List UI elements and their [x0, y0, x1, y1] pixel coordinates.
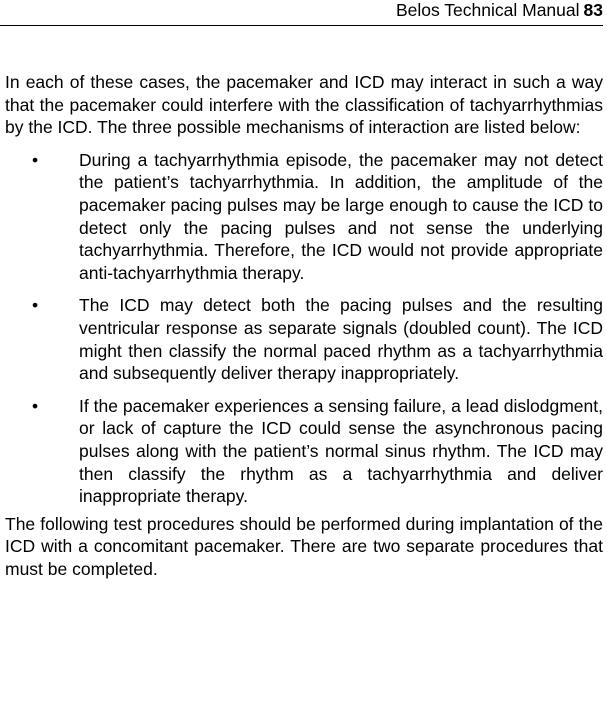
- list-item-text: The ICD may detect both the pacing pulses and the resulting ventricular response as separate signals (doubled count). The ICD might then classify the normal paced rhythm as a tachyarrhythmia and subsequently deliver therapy inappropriately.: [79, 295, 603, 384]
- closing-paragraph: The following test procedures should be performed during implantation of the ICD with a concomitant pacemaker. There are two separate procedures that must be completed.: [5, 513, 603, 579]
- interaction-mechanisms-list: [5, 149, 603, 508]
- list-item-text: During a tachyarrhythmia episode, the pacemaker may not detect the patient’s tachyarrhythmia. In addition, the amplitude of the pacemaker pacing pulses may be large enough to cause the ICD to detect only the pacing pulses and not sense the underlying tachyarrhythmia. Therefore, the ICD would not provide appropriate anti-tachyarrhythmia therapy.: [79, 149, 603, 283]
- bullet-icon: •: [32, 395, 39, 416]
- page-number: 83: [583, 0, 603, 20]
- manual-title: Belos Technical Manual: [395, 0, 580, 20]
- list-item: [5, 395, 603, 508]
- list-item: [5, 294, 603, 384]
- bullet-icon: •: [32, 295, 39, 316]
- list-item: [5, 149, 603, 285]
- list-item-text: If the pacemaker experiences a sensing failure, a lead dislodgment, or lack of capture the ICD could sense the asynchronous pacing pulses along with the patient’s normal sinus rhythm. The ICD may then classify the rhythm as a tachyarrhythmia and deliver inappropriate therapy.: [79, 395, 603, 507]
- body-text: [5, 71, 603, 580]
- intro-paragraph: In each of these cases, the pacemaker and ICD may interact in such a way that the pacemaker could interfere with the classification of tachyarrhythmias by the ICD. The three possible mechanisms of interaction are listed below:: [5, 72, 603, 138]
- bullet-icon: •: [32, 149, 39, 170]
- page-header: [0, 0, 603, 26]
